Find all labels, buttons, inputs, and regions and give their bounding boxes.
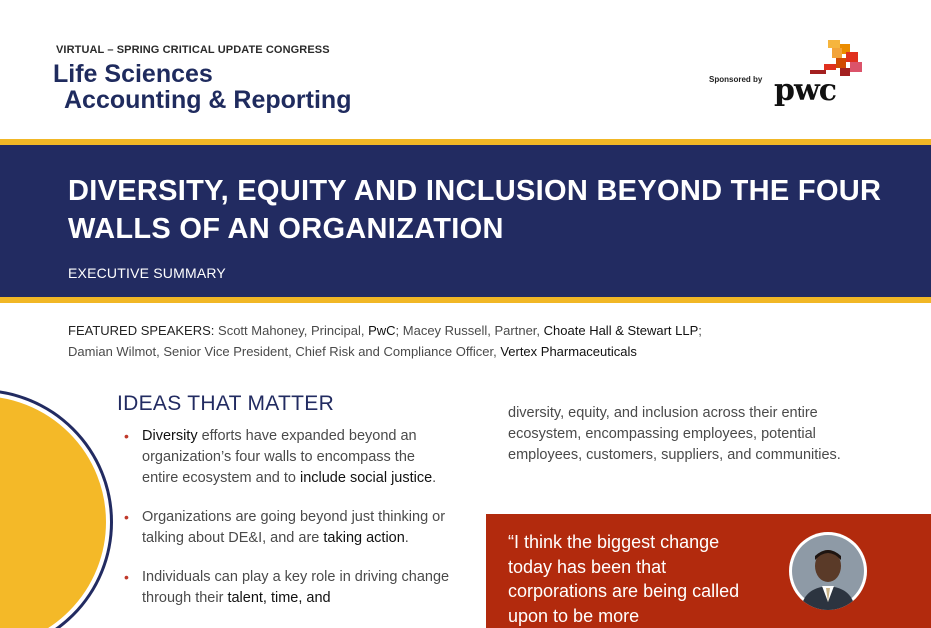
speaker-2-org: Choate Hall & Stewart LLP bbox=[543, 323, 699, 338]
bullet-3-text: Individuals can play a key role in driving change through their bbox=[142, 569, 450, 606]
bullet-1-emphasis: Diversity bbox=[142, 428, 198, 444]
speaker-avatar bbox=[789, 532, 867, 610]
bullet-icon: • bbox=[124, 428, 129, 444]
pull-quote bbox=[486, 514, 931, 628]
decorative-circle bbox=[0, 392, 110, 628]
featured-speakers bbox=[68, 320, 868, 362]
bullet-1-text: efforts have expanded beyond an organization’s four walls to encompass the entire ecosystem and to bbox=[142, 428, 417, 486]
speaker-3-org: Vertex Pharmaceuticals bbox=[500, 344, 637, 359]
pwc-logo-text: pwc bbox=[774, 73, 837, 108]
bullet-1-emphasis-2: include social justice bbox=[299, 470, 433, 486]
list-item bbox=[124, 426, 454, 489]
sponsored-label: Sponsored by bbox=[709, 75, 763, 84]
document-subtitle: EXECUTIVE SUMMARY bbox=[68, 265, 226, 281]
event-title-line1: Life Sciences bbox=[53, 60, 213, 88]
bullet-icon: • bbox=[124, 569, 129, 585]
event-title-line2: Accounting & Reporting bbox=[64, 86, 352, 114]
list-item bbox=[124, 567, 454, 609]
bullet-3-emphasis: talent, time, and bbox=[227, 590, 331, 606]
bullet-2-end: . bbox=[404, 530, 409, 546]
speakers-label: FEATURED SPEAKERS: bbox=[68, 323, 215, 338]
list-item bbox=[124, 507, 454, 549]
document-title: DIVERSITY, EQUITY AND INCLUSION BEYOND THE FOUR WALLS OF AN ORGANIZATION bbox=[68, 175, 882, 245]
pwc-logo bbox=[772, 40, 864, 110]
speaker-1: Scott Mahoney, Principal, bbox=[214, 323, 369, 338]
ideas-list bbox=[124, 426, 454, 627]
person-icon bbox=[789, 532, 867, 610]
right-column-paragraph: diversity, equity, and inclusion across their entire ecosystem, encompassing employees, potential employees, customers, suppliers, and communities. bbox=[508, 405, 841, 463]
speaker-1-org: PwC bbox=[368, 323, 396, 338]
ideas-title: IDEAS THAT MATTER bbox=[117, 392, 335, 415]
speaker-2: ; Macey Russell, Partner, bbox=[395, 323, 544, 338]
speaker-3: Damian Wilmot, Senior Vice President, Chief Risk and Compliance Officer, bbox=[68, 344, 501, 359]
pwc-logo-squares-icon bbox=[810, 40, 862, 76]
document-header bbox=[0, 0, 931, 140]
quote-text: “I think the biggest change today has been that corporations are being called upon to be more bbox=[508, 532, 740, 626]
bullet-2-emphasis: taking action bbox=[323, 530, 405, 546]
bullet-2-text: Organizations are going beyond just thinking or talking about DE&I, and are bbox=[142, 509, 446, 546]
gold-stripe-bottom bbox=[0, 297, 931, 303]
event-tag: VIRTUAL – SPRING CRITICAL UPDATE CONGRESS bbox=[56, 44, 330, 56]
bullet-icon: • bbox=[124, 509, 129, 525]
speaker-2-end: ; bbox=[698, 323, 702, 338]
bullet-1-end: . bbox=[432, 470, 437, 486]
